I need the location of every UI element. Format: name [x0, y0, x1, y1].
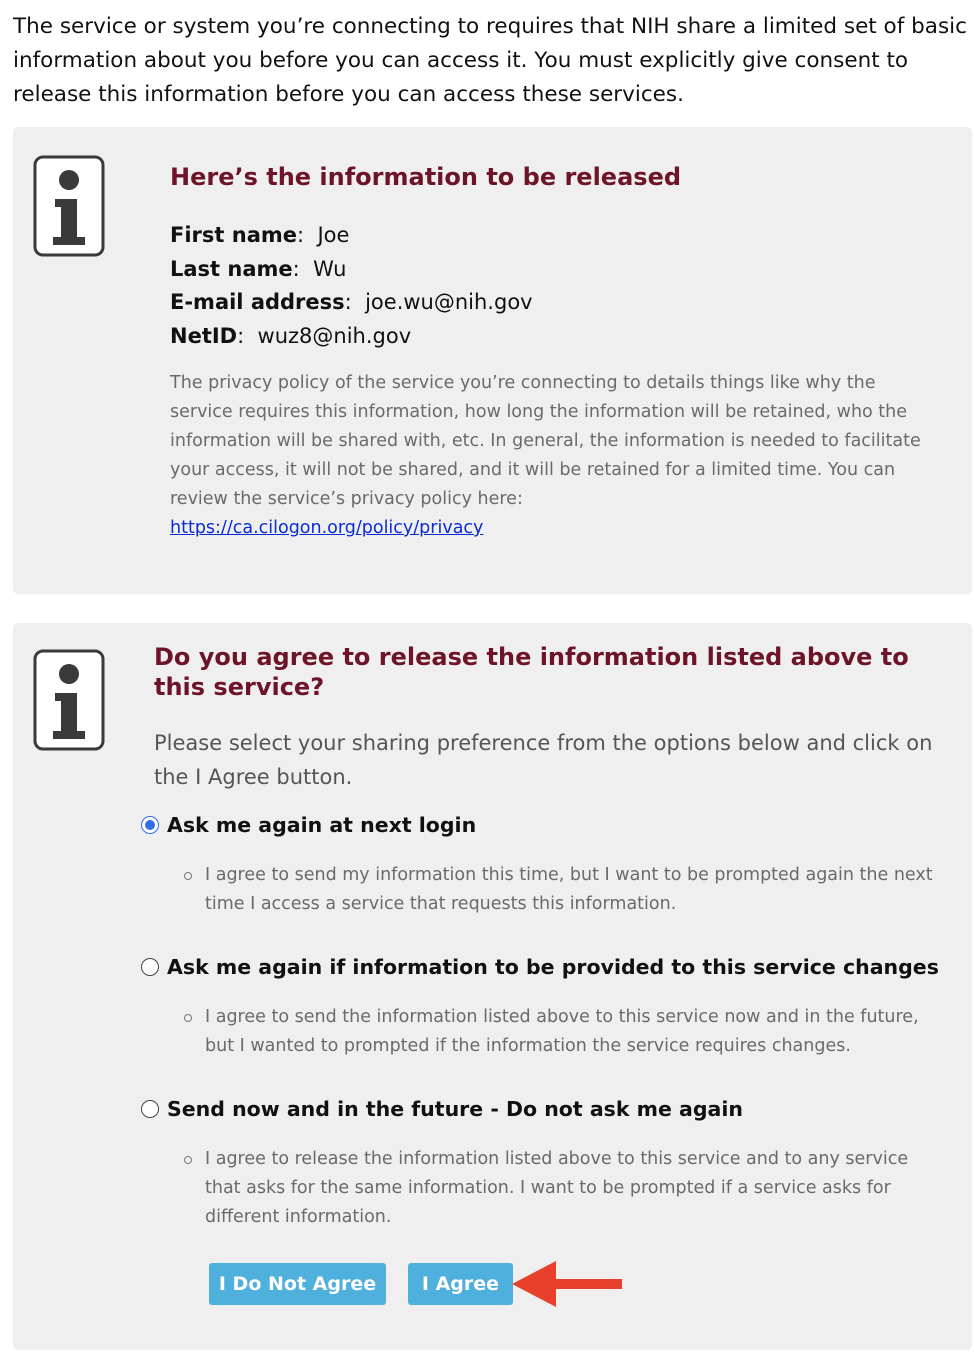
option-label[interactable]: Ask me again at next login — [167, 813, 477, 837]
radio-do-not-ask[interactable] — [141, 1100, 159, 1118]
field-netid: NetID: wuz8@nih.gov — [170, 323, 412, 348]
field-last-name: Last name: Wu — [170, 256, 347, 281]
option-label[interactable]: Send now and in the future - Do not ask me again — [167, 1097, 743, 1121]
agree-button[interactable]: I Agree — [408, 1263, 513, 1305]
privacy-text: The privacy policy of the service you’re connecting to details things like why the service requires this information, how long the information will be retained, who the information will be shared with, etc. In general, the information is needed to facilitate your access, it will not be shared, and it will be retained for a limited time. You can review the service’s privacy policy here: — [170, 373, 921, 509]
release-fields-list — [170, 219, 533, 353]
field-label: NetID — [170, 323, 238, 348]
field-first-name: First name: Joe — [170, 223, 350, 247]
field-value: joe.wu@nih.gov — [365, 290, 533, 314]
field-email: E-mail address: joe.wu@nih.gov — [170, 290, 533, 314]
privacy-policy-link[interactable]: https://ca.cilogon.org/policy/privacy — [170, 518, 484, 538]
intro-text: The service or system you’re connecting to requires that NIH share a limited set of basic information about you before you can access it. You must explicitly give consent to release this information before you can access these services. — [13, 14, 967, 107]
radio-ask-next-login[interactable] — [141, 816, 159, 834]
info-icon — [33, 649, 105, 751]
field-label: Last name — [170, 256, 293, 281]
field-label: E-mail address — [170, 290, 345, 314]
bullet-icon — [184, 872, 192, 880]
field-label: First name — [170, 223, 297, 247]
release-info-panel — [13, 127, 972, 594]
consent-panel — [13, 623, 972, 1350]
option-description: I agree to send the information listed above to this service now and in the future, but I wanted to prompted if the information the service requires changes. — [205, 1007, 919, 1056]
field-value: Wu — [313, 256, 347, 281]
privacy-notice — [170, 369, 942, 543]
option-label[interactable]: Ask me again if information to be provided to this service changes — [167, 955, 939, 979]
release-heading: Here’s the information to be released — [170, 163, 682, 191]
do-not-agree-button[interactable]: I Do Not Agree — [209, 1263, 386, 1305]
option-description: I agree to send my information this time, but I want to be prompted again the next time I access a service that requests this information. — [205, 865, 933, 914]
bullet-icon — [184, 1014, 192, 1022]
bullet-icon — [184, 1156, 192, 1164]
consent-prompt: Please select your sharing preference from the options below and click on the I Agree button. — [154, 731, 933, 789]
field-value: Joe — [317, 223, 350, 247]
option-description: I agree to release the information listed above to this service and to any service that asks for the same information. I want to be prompted if a service asks for different information. — [205, 1149, 909, 1227]
info-icon — [33, 155, 105, 257]
radio-ask-on-change[interactable] — [141, 958, 159, 976]
annotation-arrow-icon — [508, 1257, 626, 1311]
consent-heading: Do you agree to release the information listed above to this service? — [154, 643, 909, 701]
field-value: wuz8@nih.gov — [257, 323, 412, 348]
